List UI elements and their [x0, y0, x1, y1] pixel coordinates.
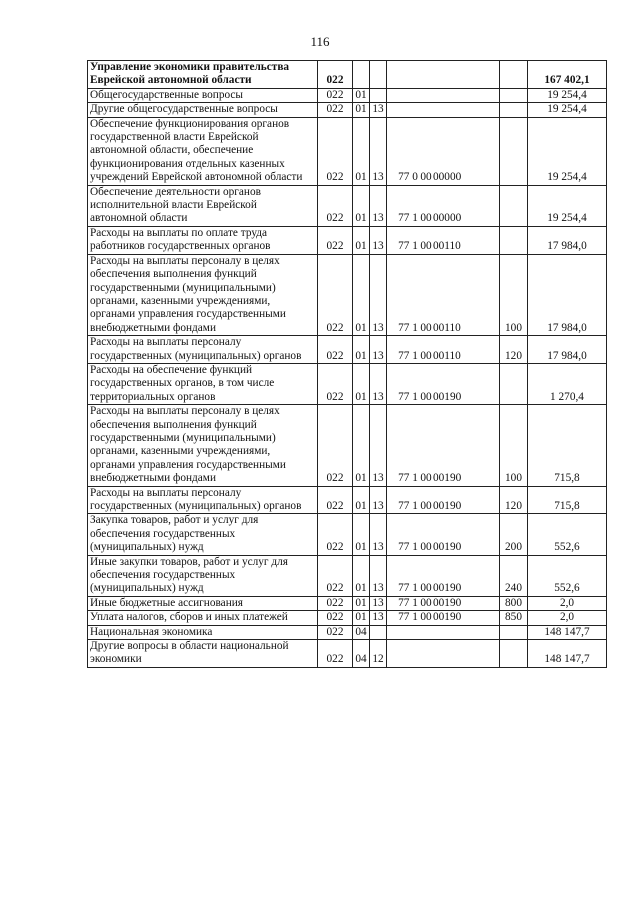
- ministry-code: 022: [318, 336, 353, 364]
- target-article-part: 00000: [433, 171, 462, 184]
- target-article-part: 77 1: [398, 596, 418, 609]
- target-article-part: 77 1: [398, 212, 418, 225]
- expense-name: Обеспечение деятельности органов исполнительной власти Еврейской автономной области: [88, 185, 318, 226]
- subsection-code: 13: [370, 514, 387, 555]
- target-article-part: 00190: [433, 611, 462, 624]
- subsection-code: 13: [370, 185, 387, 226]
- target-article-part: 77 1: [398, 349, 418, 362]
- section-code: 01: [353, 555, 370, 596]
- target-article-code: [387, 555, 500, 596]
- expense-type-code: [500, 363, 528, 404]
- table-row: [88, 185, 607, 226]
- ministry-code: 022: [318, 117, 353, 185]
- subsection-code: 13: [370, 336, 387, 364]
- expense-type-code: [500, 61, 528, 89]
- budget-table: [87, 60, 607, 668]
- amount-value: 17 984,0: [528, 226, 607, 254]
- target-article-part: 00000: [433, 212, 462, 225]
- table-row: [88, 226, 607, 254]
- table-row: [88, 640, 607, 668]
- amount-value: 19 254,4: [528, 117, 607, 185]
- expense-name: Управление экономики правительства Еврейской автономной области: [88, 61, 318, 89]
- expense-type-code: 800: [500, 596, 528, 610]
- page-number: 116: [310, 34, 330, 49]
- target-article-part: 00110: [433, 240, 461, 253]
- section-code: 01: [353, 363, 370, 404]
- table-row: [88, 117, 607, 185]
- target-article-part: 77 1: [398, 582, 418, 595]
- target-article-code: [387, 254, 500, 335]
- section-code: 01: [353, 103, 370, 117]
- expense-name: Расходы на выплаты по оплате труда работников государственных органов: [88, 226, 318, 254]
- subsection-code: 13: [370, 405, 387, 486]
- ministry-code: 022: [318, 61, 353, 89]
- ministry-code: 022: [318, 185, 353, 226]
- subsection-code: 13: [370, 103, 387, 117]
- expense-name: Иные закупки товаров, работ и услуг для обеспечения государственных (муниципальных) нужд: [88, 555, 318, 596]
- amount-value: 167 402,1: [528, 61, 607, 89]
- target-article-part: 00: [420, 611, 432, 624]
- amount-value: 17 984,0: [528, 336, 607, 364]
- amount-value: 19 254,4: [528, 185, 607, 226]
- target-article-part: 00: [420, 212, 432, 225]
- target-article-part: 00: [420, 240, 432, 253]
- expense-name: Другие общегосударственные вопросы: [88, 103, 318, 117]
- amount-value: 2,0: [528, 611, 607, 625]
- expense-name: Другие вопросы в области национальной экономики: [88, 640, 318, 668]
- section-code: 01: [353, 254, 370, 335]
- amount-value: 148 147,7: [528, 640, 607, 668]
- target-article-part: 77 1: [398, 390, 418, 403]
- target-article-part: 77 1: [398, 472, 418, 485]
- expense-name: Расходы на выплаты персоналу в целях обеспечения выполнения функций государственными (муниципальными) органами, казенными учреждениями, органами управления государственными внебюджетными фондами: [88, 254, 318, 335]
- table-row: [88, 625, 607, 639]
- expense-name: Общегосударственные вопросы: [88, 88, 318, 102]
- table-row: [88, 254, 607, 335]
- amount-value: 17 984,0: [528, 254, 607, 335]
- target-article-part: 77 1: [398, 611, 418, 624]
- target-article-part: 77 1: [398, 500, 418, 512]
- table-row: [88, 103, 607, 117]
- table-row: [88, 514, 607, 555]
- target-article-code: [387, 363, 500, 404]
- expense-type-code: 200: [500, 514, 528, 555]
- section-code: 01: [353, 405, 370, 486]
- section-code: 01: [353, 596, 370, 610]
- ministry-code: 022: [318, 88, 353, 102]
- target-article-part: 00: [420, 171, 432, 184]
- target-article-part: 00190: [433, 390, 462, 403]
- expense-type-code: [500, 625, 528, 639]
- ministry-code: 022: [318, 640, 353, 668]
- expense-type-code: 240: [500, 555, 528, 596]
- subsection-code: 13: [370, 611, 387, 625]
- section-code: 01: [353, 226, 370, 254]
- amount-value: 1 270,4: [528, 363, 607, 404]
- target-article-part: 00110: [433, 349, 461, 362]
- expense-name: Национальная экономика: [88, 625, 318, 639]
- target-article-part: 00190: [433, 500, 462, 512]
- ministry-code: 022: [318, 405, 353, 486]
- target-article-code: [387, 336, 500, 364]
- amount-value: 19 254,4: [528, 88, 607, 102]
- target-article-part: 00: [420, 390, 432, 403]
- target-article-code: [387, 405, 500, 486]
- target-article-part: 00190: [433, 472, 462, 485]
- ministry-code: 022: [318, 226, 353, 254]
- expense-type-code: [500, 640, 528, 668]
- target-article-code: [387, 61, 500, 89]
- ministry-code: 022: [318, 625, 353, 639]
- target-article-part: 00110: [433, 321, 461, 334]
- expense-name: Иные бюджетные ассигнования: [88, 596, 318, 610]
- amount-value: 715,8: [528, 405, 607, 486]
- target-article-part: 00: [420, 582, 432, 595]
- ministry-code: 022: [318, 611, 353, 625]
- target-article-part: 77 1: [398, 321, 418, 334]
- target-article-code: [387, 88, 500, 102]
- target-article-part: 00190: [433, 541, 462, 554]
- table-row: [88, 363, 607, 404]
- target-article-part: 77 0: [398, 171, 418, 184]
- target-article-code: [387, 625, 500, 639]
- expense-type-code: [500, 103, 528, 117]
- section-code: 01: [353, 486, 370, 514]
- target-article-code: [387, 103, 500, 117]
- ministry-code: 022: [318, 254, 353, 335]
- amount-value: 715,8: [528, 486, 607, 514]
- expense-name: Расходы на обеспечение функций государственных органов, в том числе территориальных органов: [88, 363, 318, 404]
- amount-value: 2,0: [528, 596, 607, 610]
- target-article-part: 00: [420, 472, 432, 485]
- section-code: 01: [353, 117, 370, 185]
- expense-name: Уплата налогов, сборов и иных платежей: [88, 611, 318, 625]
- target-article-part: 00: [420, 541, 432, 554]
- expense-type-code: [500, 185, 528, 226]
- section-code: 01: [353, 611, 370, 625]
- section-code: 01: [353, 88, 370, 102]
- expense-name: Расходы на выплаты персоналу в целях обеспечения выполнения функций государственными (муниципальными) органами, казенными учреждениями, органами управления государственными внебюджетными фондами: [88, 405, 318, 486]
- subsection-code: 12: [370, 640, 387, 668]
- section-code: 04: [353, 625, 370, 639]
- section-code: 01: [353, 336, 370, 364]
- target-article-code: [387, 596, 500, 610]
- expense-name: Обеспечение функционирования органов государственной власти Еврейской автономной области, обеспечение функционирования отдельных казенных учреждений Еврейской автономной области: [88, 117, 318, 185]
- target-article-part: 00: [420, 596, 432, 609]
- subsection-code: 13: [370, 363, 387, 404]
- section-code: 01: [353, 514, 370, 555]
- amount-value: 552,6: [528, 514, 607, 555]
- amount-value: 19 254,4: [528, 103, 607, 117]
- ministry-code: 022: [318, 596, 353, 610]
- table-row: [88, 88, 607, 102]
- section-code: [353, 61, 370, 89]
- target-article-code: [387, 486, 500, 514]
- section-code: 01: [353, 185, 370, 226]
- table-row: [88, 405, 607, 486]
- subsection-code: 13: [370, 117, 387, 185]
- subsection-code: [370, 625, 387, 639]
- target-article-part: 77 1: [398, 541, 418, 554]
- target-article-part: 77 1: [398, 240, 418, 253]
- ministry-code: 022: [318, 555, 353, 596]
- subsection-code: [370, 88, 387, 102]
- expense-type-code: 850: [500, 611, 528, 625]
- target-article-part: 00: [420, 321, 432, 334]
- target-article-code: [387, 611, 500, 625]
- expense-type-code: [500, 226, 528, 254]
- ministry-code: 022: [318, 514, 353, 555]
- expense-name: Закупка товаров, работ и услуг для обеспечения государственных (муниципальных) нужд: [88, 514, 318, 555]
- target-article-code: [387, 514, 500, 555]
- amount-value: 148 147,7: [528, 625, 607, 639]
- table-row: [88, 611, 607, 625]
- subsection-code: 13: [370, 254, 387, 335]
- table-row: [88, 486, 607, 514]
- ministry-code: 022: [318, 363, 353, 404]
- expense-name: Расходы на выплаты персоналу государственных (муниципальных) органов: [88, 486, 318, 514]
- expense-name: Расходы на выплаты персоналу государственных (муниципальных) органов: [88, 336, 318, 364]
- expense-type-code: 120: [500, 336, 528, 364]
- target-article-part: 00: [420, 500, 432, 512]
- subsection-code: [370, 61, 387, 89]
- expense-type-code: [500, 88, 528, 102]
- table-row: [88, 596, 607, 610]
- target-article-code: [387, 117, 500, 185]
- table-row: [88, 336, 607, 364]
- subsection-code: 13: [370, 555, 387, 596]
- target-article-code: [387, 226, 500, 254]
- subsection-code: 13: [370, 486, 387, 514]
- expense-type-code: [500, 117, 528, 185]
- subsection-code: 13: [370, 596, 387, 610]
- section-code: 04: [353, 640, 370, 668]
- target-article-code: [387, 185, 500, 226]
- expense-type-code: 120: [500, 486, 528, 514]
- subsection-code: 13: [370, 226, 387, 254]
- expense-type-code: 100: [500, 405, 528, 486]
- target-article-part: 00190: [433, 596, 462, 609]
- target-article-part: 00: [420, 349, 432, 362]
- ministry-code: 022: [318, 103, 353, 117]
- amount-value: 552,6: [528, 555, 607, 596]
- ministry-code: 022: [318, 486, 353, 514]
- expense-type-code: 100: [500, 254, 528, 335]
- table-row: [88, 61, 607, 89]
- target-article-code: [387, 640, 500, 668]
- target-article-part: 00190: [433, 582, 462, 595]
- table-row: [88, 555, 607, 596]
